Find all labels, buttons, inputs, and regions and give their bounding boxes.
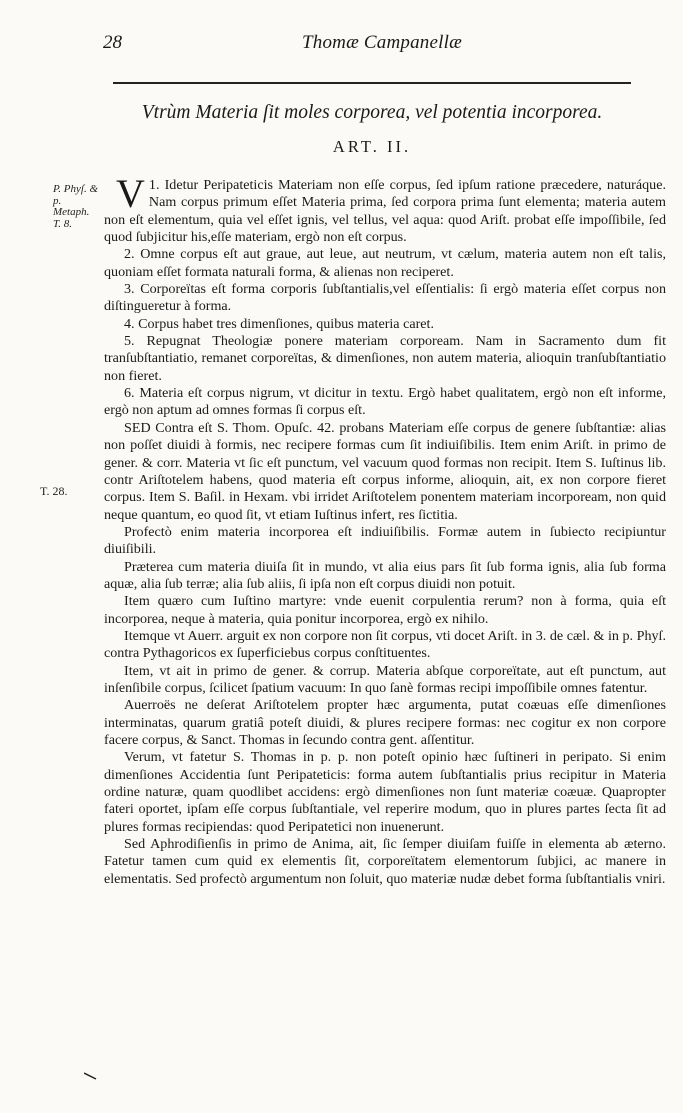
paragraph-12: Item, vt ait in primo de gener. & corrup. Materia abſque corporeïtate, aut eſt punctum, aut inſenſibile corpus, ſcilicet ſpatium vacuum: In quo ſanè formas recipi impoſſibile omnes fatentur. xyxy=(104,662,666,696)
page-number: 28 xyxy=(103,32,122,53)
paragraph-10: Item quæro cum Iuſtino martyre: vnde euenit corpulentia rerum? non à forma, quia eſt incorporea, neque à materia, quia ponitur incorporea, ergò ex nihilo. xyxy=(104,593,666,627)
margin-note-phys: P. Phyſ. & p. Metaph. T. 8. xyxy=(53,183,99,230)
paragraph-4: 4. Corpus habet tres dimenſiones, quibus materia caret. xyxy=(124,315,434,332)
article-heading: ART. II. xyxy=(332,137,412,156)
paragraph-6: 6. Materia eſt corpus nigrum, vt dicitur in textu. Ergò habet qualitatem, ergò non eſt informe, ergò non aptum ad omnes formas ſi corpus eſt. xyxy=(104,385,666,419)
paragraph-sed-contra: SED Contra eſt S. Thom. Opuſc. 42. probans Materiam eſſe corpus de genere ſubſtantiæ: alias non poſſet diuidi à formis, nec recipere formas cum ſit indiuiſibilis. Item enim Ariſt. in primo de gener. & corr. Materia vt ſic eſt punctum, vel vacuum quod formas non recipit. Item S. Iuſtinus lib. contr Ariſtotelem habens, quod materia eſt corpus informe, alioquin, ait, ex non corpore fieret corpus. Item S. Baſil. in Hexam. vbi irridet Ariſtotelem ponentem materiam incorpoream, non quid neque quantum, eo quod ſit, vt etiam Iuſtinus infert, res ſictitia. xyxy=(104,419,666,523)
header-rule xyxy=(113,82,631,84)
paragraph-14: Verum, vt fatetur S. Thomas in p. p. non poteſt opinio hæc ſuſtineri in peripato. Si enim dimenſiones Accidentia ſunt Peripateticis: forma autem ſubſtantialis prius recipitur in Materia ordine naturæ, quam quodlibet accidens: ergò dimenſiones non ſunt materiæ coæuæ. Quapropter fateri oportet, ipſam eſſe corpus ſubſtantiale, vel reperire modum, quo in plures partes ſecta ſit ad plures formas recipiendas: quod Peripatetici non inuenerunt. xyxy=(104,749,666,835)
paragraph-number: 1. xyxy=(148,177,160,193)
section-title: Vtrùm Materia ſit moles corporea, vel potentia incorporea. xyxy=(141,102,603,123)
drop-cap: V xyxy=(116,171,145,216)
paragraph-15: Sed Aphrodiſienſis in primo de Anima, ait, ſic ſemper diuiſam fuiſſe in elementa ab æterno. Fatetur tamen cum quid ex elementis ſit, corporeïtatem elementorum ſubjici, ac manere in elementatis. Sed profectò argumentum non ſoluit, quo materiæ nudæ debet forma ſubſtantialis vniri. xyxy=(104,836,666,887)
paragraph-1 xyxy=(104,171,666,246)
paragraph-8: Profectò enim materia incorporea eſt indiuiſibilis. Formæ autem in ſubiecto recipiuntur diuiſibili. xyxy=(104,523,666,558)
paragraph-11: Itemque vt Auerr. arguit ex non corpore non ſit corpus, vti docet Ariſt. in 3. de cæl. & in p. Phyſ. contra Pythagoricos ex ſuperficiebus corpus conſtituentes. xyxy=(104,627,666,662)
corner-mark-icon xyxy=(84,1072,97,1080)
paragraph-3: 3. Corporeïtas eſt forma corporis ſubſtantialis,vel eſſentialis: ſi ergò materia eſſet corpus non diſtingueretur à forma. xyxy=(104,281,666,315)
paragraph-5: 5. Repugnat Theologiæ ponere materiam corpoream. Nam in Sacramento dum fit tranſubſtantiatio, remanet corporeïtas, & dimenſiones, non autem materia, alioquin tranſubſtantiatio non fieret. xyxy=(104,333,666,384)
body-text xyxy=(104,171,666,888)
paragraph-13: Auerroës ne deſerat Ariſtotelem propter hæc argumenta, putat coæuas eſſe dimenſiones interminatas, quarum gratiâ poteſt diuidi, & plures recipere formas: nec cogitur ex non corpore facere corpus, & Sanct. Thomas in ſecundo contra gent. aſſentitur. xyxy=(104,697,666,748)
paragraph-9: Præterea cum materia diuiſa ſit in mundo, vt alia eius pars ſit ſub forma ignis, alia ſub forma aquæ, alia ſub terræ; alia ſub aliis, ſi ipſa non eſt corpus diuidi non potuit. xyxy=(104,558,666,592)
paragraph-text: Idetur Peripateticis Materiam non eſſe corpus, ſed ipſum ratione præcedere, naturáque. Nam corpus primum eſſet Materia prima, ſed corpora prima ſunt elementa; materia autem non eſt elementum, quia vel eſſet ignis, vel tellus, vel aqua: quod Ariſt. probat eſſe impoſſibile, ſed quod ſubjicitur his,eſſe materiam, ergò non eſt corpus. xyxy=(104,177,666,246)
running-head: Thomæ Campanellæ xyxy=(302,32,462,53)
margin-note-t28: T. 28. xyxy=(40,484,68,498)
paragraph-2: 2. Omne corpus eſt aut graue, aut leue, aut neutrum, vt cælum, materia autem non eſt talis, quoniam eſſet formata naturali forma, & alienas non reciperet. xyxy=(104,246,666,280)
page-header xyxy=(0,32,683,62)
